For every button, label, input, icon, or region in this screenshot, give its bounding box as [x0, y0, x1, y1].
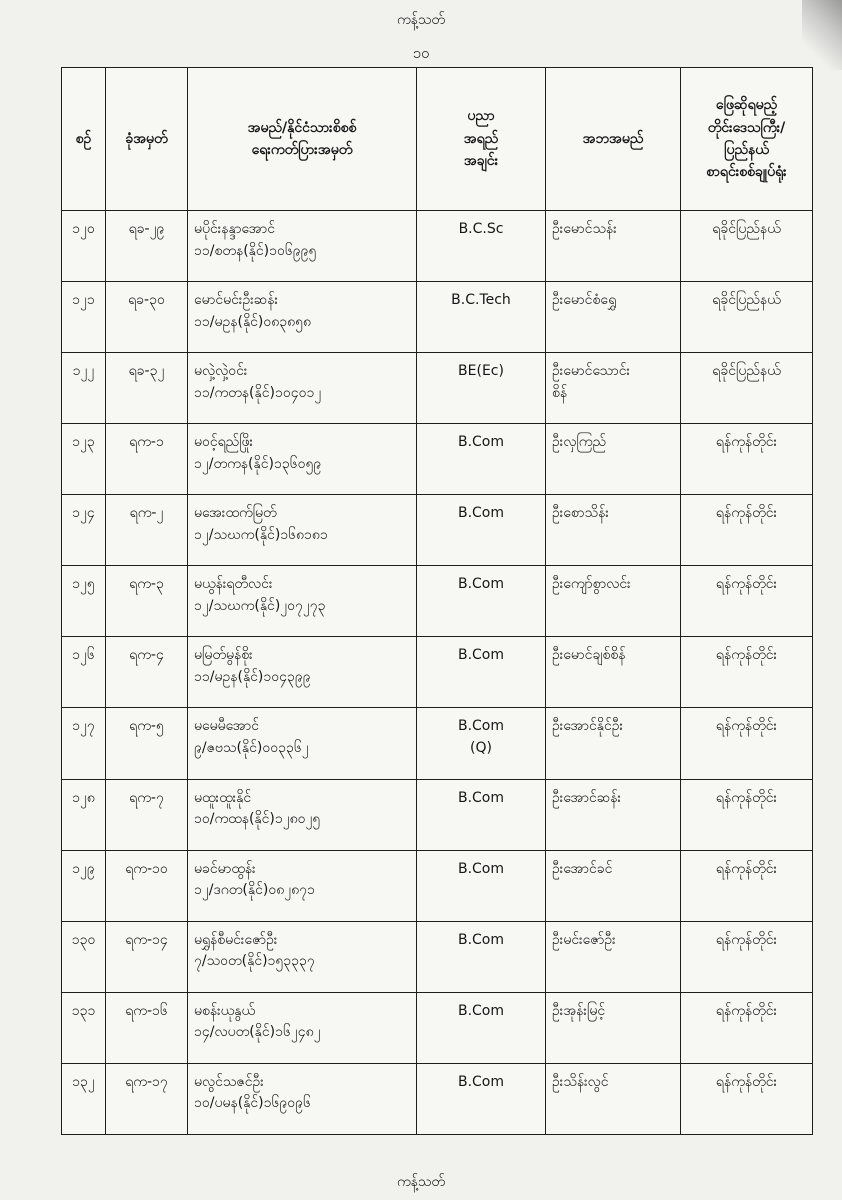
table-row	[62, 424, 813, 495]
exam-region-cell: ရန်ကုန်တိုင်း	[681, 424, 813, 495]
candidate-name: မလှဲ့လှဲ့ဝင်း	[194, 363, 248, 380]
header-degree: ပညာ အရည် အချင်း	[417, 68, 546, 211]
name-nrc-cell	[188, 353, 417, 424]
roll-number-cell: ရခ-၂၉	[106, 211, 188, 282]
candidate-name: မယွန်းရတီလင်း	[194, 576, 273, 593]
name-nrc-cell	[188, 495, 417, 566]
nrc-number: ၁၁/ကတန(နိုင်)၁၀၄၀၁၂	[194, 384, 322, 401]
table-header-row	[62, 68, 813, 211]
table-row	[62, 353, 813, 424]
serial-cell: ၁၂၆	[62, 637, 106, 708]
exam-region-cell: ရန်ကုန်တိုင်း	[681, 779, 813, 850]
name-nrc-cell	[188, 921, 417, 992]
serial-cell: ၁၂၃	[62, 424, 106, 495]
roll-number-cell: ရက-၁၆	[106, 992, 188, 1063]
roll-number-cell: ရက-၂	[106, 495, 188, 566]
father-name-cell: ဦးမောင်သန်း	[546, 211, 681, 282]
father-name-cell: ဦးမောင်ချစ်စိန်	[546, 637, 681, 708]
name-nrc-cell	[188, 282, 417, 353]
degree-cell: B.Com	[417, 637, 546, 708]
degree-cell: B.Com	[417, 850, 546, 921]
candidate-name: မရွှန်စီမင်းဇော်ဦး	[194, 931, 278, 948]
table-row	[62, 921, 813, 992]
roll-number-cell: ရက-၁၀	[106, 850, 188, 921]
exam-region-cell: ရန်ကုန်တိုင်း	[681, 566, 813, 637]
nrc-number: ၉/ဇဗသ(နိုင်)၀၀၃၃၆၂	[194, 740, 309, 757]
nrc-number: ၁၁/စတန(နိုင်)၁၀၆၉၉၅	[194, 242, 317, 259]
candidate-name: မခင်မာထွန်း	[194, 860, 256, 877]
serial-cell: ၁၃၂	[62, 1063, 106, 1134]
degree-cell: B.Com	[417, 921, 546, 992]
father-name-cell: ဦးမောင်သောင်း စိန်	[546, 353, 681, 424]
father-name-cell: ဦးအောင်ဆန်း	[546, 779, 681, 850]
serial-cell: ၁၂၅	[62, 566, 106, 637]
header-exam-region: ဖြေဆိုရမည့် တိုင်းဒေသကြီး/ ပြည်နယ် စာရင်းစစ်ချုပ်ရုံး	[681, 68, 813, 211]
name-nrc-cell	[188, 992, 417, 1063]
nrc-number: ၁၄/လပတ(နိုင်)၁၆၂၄၈၂	[194, 1024, 321, 1041]
serial-cell: ၁၃၁	[62, 992, 106, 1063]
nrc-number: ၁၁/မဥန(နိုင်)၀၈၃၈၅၈	[194, 313, 312, 330]
nrc-number: ၁၂/သဃက(နိုင်)၂၀၇၂၇၃	[194, 598, 326, 614]
degree-cell: B.Com	[417, 1063, 546, 1134]
nrc-number: ၁၂/ဒဂတ(နိုင်)၀၈၂၈၇၁	[194, 882, 315, 899]
roll-number-cell: ရက-၄	[106, 637, 188, 708]
candidate-name: မဝင့်ရည်ဖြိုး	[194, 434, 254, 451]
nrc-number: ၁၀/ပမန(နိုင်)၁၆၉၀၉၆	[194, 1095, 311, 1112]
candidate-name: မအေးထက်မြတ်	[194, 505, 277, 522]
exam-region-cell: ရန်ကုန်တိုင်း	[681, 992, 813, 1063]
candidate-name: မမေမီအောင်	[194, 718, 260, 735]
exam-region-cell: ရခိုင်ပြည်နယ်	[681, 211, 813, 282]
table-row	[62, 708, 813, 779]
roll-number-cell: ရက-၁	[106, 424, 188, 495]
header-father-name: အဘအမည်	[546, 68, 681, 211]
candidate-name: မောင်မင်းဦးဆန်း	[194, 292, 279, 309]
degree-cell: B.Com	[417, 566, 546, 637]
father-name-cell: ဦးမောင်စံရွှေ	[546, 282, 681, 353]
father-name-cell: ဦးအုန်းမြင့်	[546, 992, 681, 1063]
name-nrc-cell	[188, 1063, 417, 1134]
candidate-name: မစန်းယုနွယ်	[194, 1002, 256, 1019]
table-row	[62, 211, 813, 282]
serial-cell: ၁၃၀	[62, 921, 106, 992]
name-nrc-cell	[188, 637, 417, 708]
candidate-table	[61, 67, 813, 1135]
candidate-name: မပိုင်းနန္ဒာအောင်	[194, 221, 275, 237]
nrc-number: ၁၂/တကန(နိုင်)၁၃၆၀၅၉	[194, 455, 322, 472]
table-row	[62, 779, 813, 850]
serial-cell: ၁၂၄	[62, 495, 106, 566]
serial-cell: ၁၂၇	[62, 708, 106, 779]
candidate-name: မမြတ်မွန်စိုး	[194, 647, 253, 664]
degree-cell: BE(Ec)	[417, 353, 546, 424]
name-nrc-cell	[188, 566, 417, 637]
father-name-cell: ဦးအောင်နိုင်ဦး	[546, 708, 681, 779]
roll-number-cell: ရက-၁၄	[106, 921, 188, 992]
table-row	[62, 495, 813, 566]
roll-number-cell: ရခ-၃၀	[106, 282, 188, 353]
header-roll-number: ခုံအမှတ်	[106, 68, 188, 211]
nrc-number: ၁၀/ကထန(နိုင်)၁၂၈၀၂၅	[194, 811, 321, 828]
serial-cell: ၁၂၂	[62, 353, 106, 424]
table-row	[62, 850, 813, 921]
roll-number-cell: ရခ-၃၂	[106, 353, 188, 424]
exam-region-cell: ရခိုင်ပြည်နယ်	[681, 353, 813, 424]
page-classification-header: ကန့်သတ်	[396, 12, 446, 28]
degree-cell: B.Com	[417, 779, 546, 850]
father-name-cell: ဦးစောသိန်း	[546, 495, 681, 566]
serial-cell: ၁၂၁	[62, 282, 106, 353]
header-serial: စဉ်	[62, 68, 106, 211]
nrc-number: ၇/သဝတ(နိုင်)၁၅၃၃၃၇	[194, 953, 315, 970]
page-number: ၁၀	[412, 44, 430, 62]
serial-cell: ၁၂၉	[62, 850, 106, 921]
degree-cell: B.Com	[417, 992, 546, 1063]
page-classification-footer: ကန့်သတ်	[396, 1174, 446, 1190]
header-name-nrc: အမည်/နိုင်ငံသားစိစစ် ရေးကတ်ပြားအမှတ်	[188, 68, 417, 211]
exam-region-cell: ရန်ကုန်တိုင်း	[681, 850, 813, 921]
name-nrc-cell	[188, 211, 417, 282]
exam-region-cell: ရန်ကုန်တိုင်း	[681, 1063, 813, 1134]
father-name-cell: ဦးသိန်းလွင်	[546, 1063, 681, 1134]
degree-cell: B.Com (Q)	[417, 708, 546, 779]
candidate-name: မထူးထူးနိုင်	[194, 789, 252, 806]
table-row	[62, 992, 813, 1063]
exam-region-cell: ရခိုင်ပြည်နယ်	[681, 282, 813, 353]
degree-cell: B.Com	[417, 424, 546, 495]
exam-region-cell: ရန်ကုန်တိုင်း	[681, 495, 813, 566]
table-row	[62, 282, 813, 353]
father-name-cell: ဦးအောင်ခင်	[546, 850, 681, 921]
degree-cell: B.Com	[417, 495, 546, 566]
degree-cell: B.C.Sc	[417, 211, 546, 282]
name-nrc-cell	[188, 708, 417, 779]
table-row	[62, 1063, 813, 1134]
father-name-cell: ဦးမင်းဇော်ဦး	[546, 921, 681, 992]
candidate-name: မလွင်သဇင်ဦး	[194, 1073, 264, 1090]
serial-cell: ၁၂၀	[62, 211, 106, 282]
name-nrc-cell	[188, 424, 417, 495]
nrc-number: ၁၁/မဥန(နိုင်)၁၀၄၃၉၉	[194, 669, 311, 686]
roll-number-cell: ရက-၃	[106, 566, 188, 637]
serial-cell: ၁၂၈	[62, 779, 106, 850]
name-nrc-cell	[188, 850, 417, 921]
roll-number-cell: ရက-၅	[106, 708, 188, 779]
name-nrc-cell	[188, 779, 417, 850]
exam-region-cell: ရန်ကုန်တိုင်း	[681, 921, 813, 992]
degree-cell: B.C.Tech	[417, 282, 546, 353]
nrc-number: ၁၂/သဃက(နိုင်)၁၆၈၁၈၁	[194, 526, 328, 543]
roll-number-cell: ရက-၇	[106, 779, 188, 850]
exam-region-cell: ရန်ကုန်တိုင်း	[681, 708, 813, 779]
table-row	[62, 637, 813, 708]
roll-number-cell: ရက-၁၇	[106, 1063, 188, 1134]
father-name-cell: ဦးလှကြည်	[546, 424, 681, 495]
father-name-cell: ဦးကျော်စွာလင်း	[546, 566, 681, 637]
exam-region-cell: ရန်ကုန်တိုင်း	[681, 637, 813, 708]
table-row	[62, 566, 813, 637]
